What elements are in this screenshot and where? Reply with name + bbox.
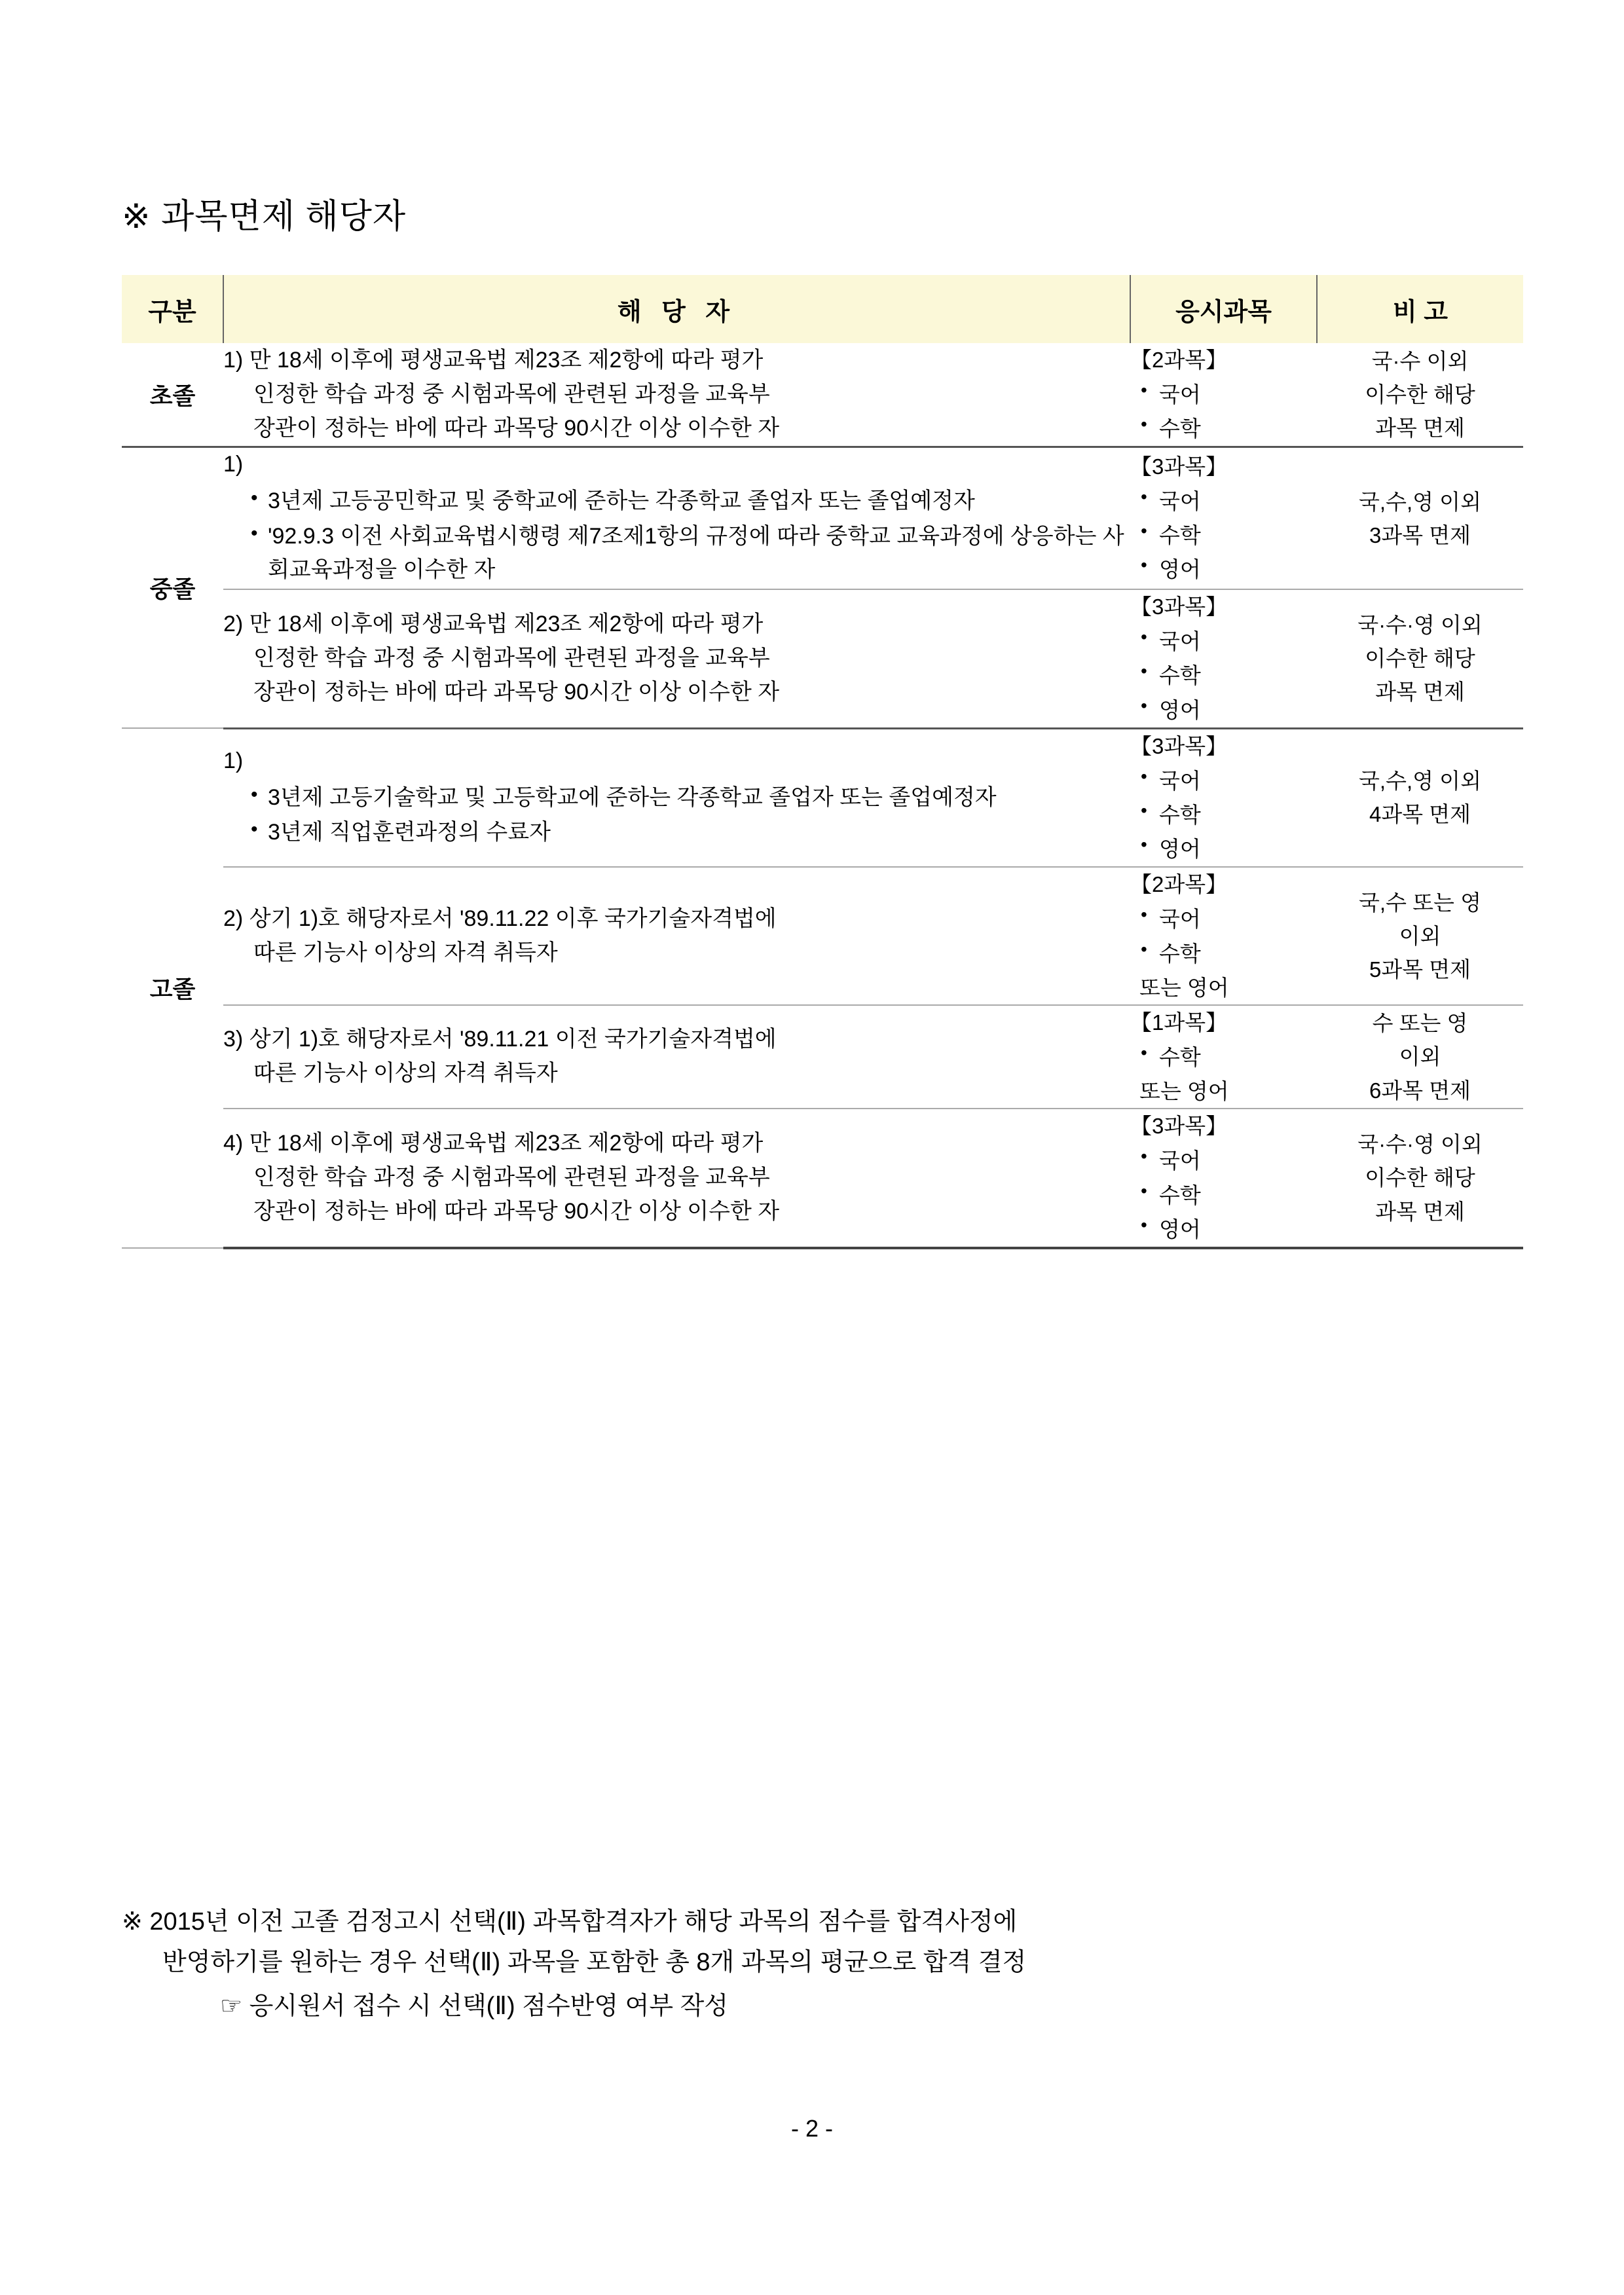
subject-item: • 수학 (1139, 937, 1317, 970)
subject-list (1130, 1144, 1317, 1245)
header-subject: 응시과목 (1130, 275, 1317, 343)
person-number: 2) (223, 906, 244, 931)
subject-item: • 국어 (1139, 902, 1317, 936)
person-number: 4) (223, 1131, 244, 1156)
subject-extra: 또는 영어 (1139, 1079, 1229, 1104)
cell-note (1317, 343, 1523, 447)
cell-person (223, 728, 1130, 867)
header-note: 비 고 (1317, 275, 1523, 343)
subject-item: • 국어 (1139, 625, 1317, 658)
header-person (223, 275, 1130, 343)
person-text (223, 1127, 1130, 1228)
person-number: 1) (223, 348, 244, 373)
subject-item: • 영어 (1139, 553, 1317, 586)
cell-person (223, 343, 1130, 447)
person-bullet-list (223, 781, 1130, 850)
cell-gubun: 중졸 (122, 447, 223, 728)
subject-item: • 국어 (1139, 764, 1317, 798)
subject-count: 【3과목】 (1130, 733, 1228, 758)
note-line: 국,수,영 이외 (1359, 769, 1481, 794)
subject-item: • 수학 (1139, 1040, 1317, 1074)
person-bullet: • 3년제 고등기술학교 및 고등학교에 준하는 각종학교 졸업자 또는 졸업예정자 (248, 781, 1130, 815)
subject-item: • 국어 (1139, 378, 1317, 411)
header-gubun: 구분 (122, 275, 223, 343)
person-line: 상기 1)호 해당자로서 '89.11.22 이후 국가기술자격법에 (249, 906, 777, 931)
subject-count: 【3과목】 (1130, 1114, 1228, 1139)
note-line: 국,수,영 이외 (1359, 489, 1481, 514)
subject-list (1130, 902, 1317, 970)
cell-gubun: 고졸 (122, 728, 223, 1248)
exemption-table (122, 275, 1523, 1249)
note-line: 이수한 해당 (1365, 382, 1475, 407)
subject-list (1130, 378, 1317, 445)
person-line: 만 18세 이후에 평생교육법 제23조 제2항에 따라 평가 (249, 348, 764, 373)
cell-subject (1130, 447, 1317, 589)
cell-note (1317, 1005, 1523, 1109)
person-line: 인정한 학습 과정 중 시험과목에 관련된 과정을 교육부 (253, 1165, 770, 1190)
note-line: 이외 (1399, 1044, 1441, 1069)
person-text (223, 1023, 1130, 1090)
subject-list (1130, 764, 1317, 866)
cell-subject (1130, 343, 1317, 447)
note-line: 3과목 면제 (1369, 523, 1471, 547)
subject-extra: 또는 영어 (1139, 975, 1229, 1000)
subject-item: • 수학 (1139, 412, 1317, 445)
cell-person (223, 1005, 1130, 1109)
person-bullet: • '92.9.3 이전 사회교육법시행령 제7조제1항의 규정에 따라 중학교 교육과정에 상응하는 사회교육과정을 이수한 자 (248, 520, 1130, 587)
note-line: 국·수·영 이외 (1357, 613, 1483, 638)
person-bullet: • 3년제 직업훈련과정의 수료자 (248, 816, 1130, 850)
subject-item: • 수학 (1139, 798, 1317, 832)
table-row (122, 589, 1523, 728)
subject-item: • 영어 (1139, 1213, 1317, 1246)
table-row (122, 447, 1523, 589)
table-row (122, 343, 1523, 447)
person-number: 1) (223, 748, 244, 773)
note-line: 국·수·영 이외 (1357, 1132, 1483, 1157)
person-line: 만 18세 이후에 평생교육법 제23조 제2항에 따라 평가 (249, 612, 764, 637)
note-line: 5과목 면제 (1369, 957, 1471, 982)
cell-person (223, 867, 1130, 1005)
table-row (122, 1109, 1523, 1248)
footnote-line-1: ※ 2015년 이전 고졸 검정고시 선택(Ⅱ) 과목합격자가 해당 과목의 점수를 합격사정에 (122, 1908, 1018, 1936)
person-bullet-list (223, 485, 1130, 587)
table-row (122, 867, 1523, 1005)
note-line: 수 또는 영 (1372, 1011, 1468, 1036)
person-text (223, 344, 1130, 445)
person-number: 2) (223, 612, 244, 637)
cell-subject (1130, 867, 1317, 1005)
cell-subject (1130, 589, 1317, 728)
note-line: 국·수 이외 (1371, 349, 1469, 373)
footnote (122, 1902, 1530, 2027)
cell-person (223, 447, 1130, 589)
subject-list (1130, 625, 1317, 726)
note-line: 6과목 면제 (1369, 1078, 1471, 1103)
subject-item: • 수학 (1139, 519, 1317, 552)
person-text (223, 902, 1130, 970)
person-line: 장관이 정하는 바에 따라 과목당 90시간 이상 이수한 자 (253, 415, 780, 441)
cell-note (1317, 1109, 1523, 1248)
subject-item: • 영어 (1139, 693, 1317, 727)
cell-subject (1130, 1005, 1317, 1109)
note-line: 4과목 면제 (1369, 802, 1471, 827)
cell-note (1317, 447, 1523, 589)
person-line: 상기 1)호 해당자로서 '89.11.21 이전 국가기술자격법에 (249, 1027, 777, 1052)
cell-subject (1130, 1109, 1317, 1248)
cell-note (1317, 728, 1523, 867)
note-line: 이외 (1399, 923, 1441, 948)
cell-gubun: 초졸 (122, 343, 223, 447)
subject-count: 【1과목】 (1130, 1010, 1228, 1035)
person-line: 따른 기능사 이상의 자격 취득자 (253, 940, 558, 965)
person-bullet: • 3년제 고등공민학교 및 중학교에 준하는 각종학교 졸업자 또는 졸업예정자 (248, 485, 1130, 519)
subject-list (1130, 1040, 1317, 1074)
person-number: 1) (223, 452, 244, 477)
table-header-row (122, 275, 1523, 343)
person-line: 인정한 학습 과정 중 시험과목에 관련된 과정을 교육부 (253, 646, 770, 671)
cell-note (1317, 589, 1523, 728)
person-line: 장관이 정하는 바에 따라 과목당 90시간 이상 이수한 자 (253, 1198, 780, 1224)
subject-item: • 국어 (1139, 485, 1317, 518)
subject-count: 【2과목】 (1130, 872, 1228, 897)
person-line: 장관이 정하는 바에 따라 과목당 90시간 이상 이수한 자 (253, 679, 780, 705)
subject-item: • 수학 (1139, 1179, 1317, 1212)
note-line: 과목 면제 (1375, 1199, 1465, 1224)
table-row (122, 728, 1523, 867)
person-text (223, 608, 1130, 709)
table-row (122, 1005, 1523, 1109)
subject-count: 【3과목】 (1130, 454, 1228, 479)
subject-count: 【2과목】 (1130, 348, 1228, 372)
cell-note (1317, 867, 1523, 1005)
cell-subject (1130, 728, 1317, 867)
person-line: 인정한 학습 과정 중 시험과목에 관련된 과정을 교육부 (253, 381, 770, 407)
footnote-line-3: ☞ 응시원서 접수 시 선택(Ⅱ) 점수반영 여부 작성 (220, 1992, 729, 2021)
page-title: ※ 과목면제 해당자 (122, 198, 407, 236)
note-line: 과목 면제 (1375, 416, 1465, 441)
note-line: 이수한 해당 (1365, 1166, 1475, 1190)
header-person-label: 해 당 자 (617, 298, 737, 326)
subject-list (1130, 485, 1317, 586)
subject-count: 【3과목】 (1130, 595, 1228, 619)
person-line: 만 18세 이후에 평생교육법 제23조 제2항에 따라 평가 (249, 1131, 764, 1156)
person-number: 3) (223, 1027, 244, 1052)
note-line: 과목 면제 (1375, 680, 1465, 705)
note-line: 이수한 해당 (1365, 646, 1475, 671)
subject-item: • 국어 (1139, 1144, 1317, 1177)
footnote-line-2: 반영하기를 원하는 경우 선택(Ⅱ) 과목을 포함한 총 8개 과목의 평균으로 합격 결정 (162, 1948, 1027, 1976)
subject-item: • 영어 (1139, 832, 1317, 866)
page-number: - 2 - (790, 2115, 833, 2142)
note-line: 국,수 또는 영 (1359, 890, 1481, 915)
person-line: 따른 기능사 이상의 자격 취득자 (253, 1061, 558, 1086)
cell-person (223, 1109, 1130, 1248)
subject-item: • 수학 (1139, 659, 1317, 692)
cell-person (223, 589, 1130, 728)
